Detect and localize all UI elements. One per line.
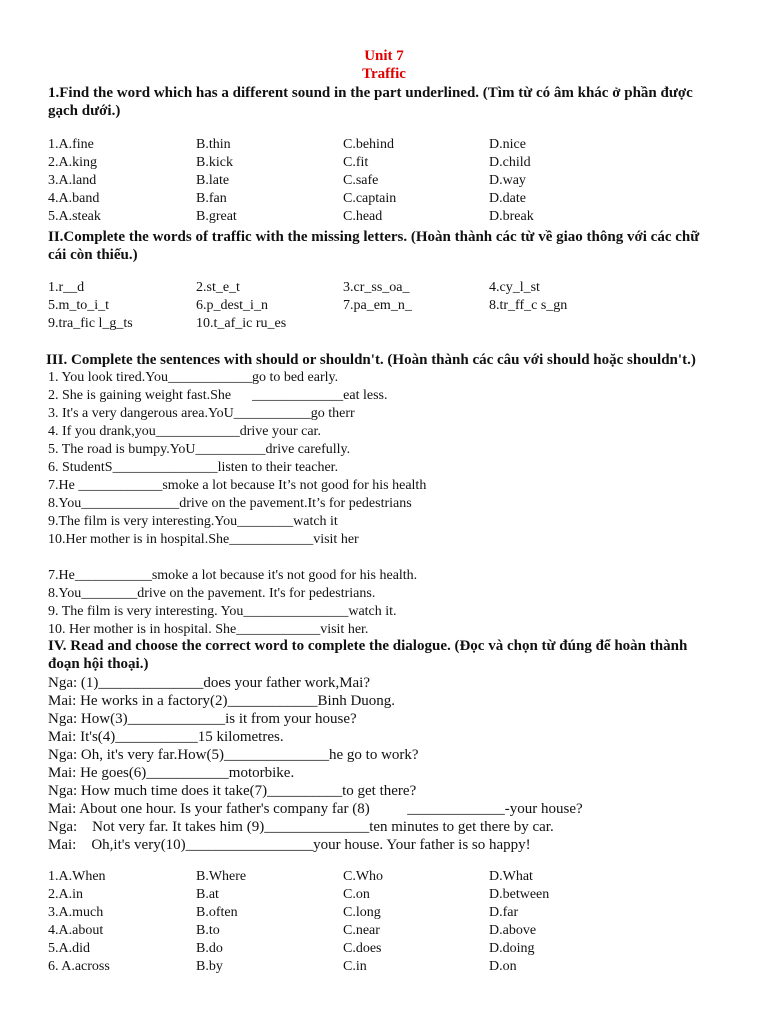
option-cell: C.head: [343, 209, 383, 224]
text-line: 1. You look tired.You____________go to bed early.: [48, 370, 339, 385]
option-cell: B.often: [196, 905, 238, 920]
text-line: Mai: He goes(6)___________motorbike.: [48, 765, 295, 781]
text-line: Mai: He works in a factory(2)____________Binh Duong.: [48, 693, 396, 709]
text-line: 2. She is gaining weight fast.She _____________eat less.: [48, 388, 388, 403]
text-line: Mai: It's(4)___________15 kilometres.: [48, 729, 284, 745]
text-line: Mai: About one hour. Is your father's company far (8) _____________-your house?: [48, 801, 583, 817]
option-cell: 2.A.king: [48, 155, 97, 170]
option-cell: C.fit: [343, 155, 369, 170]
text-line: Nga: How(3)_____________is it from your house?: [48, 711, 357, 727]
text-line: 5. The road is bumpy.YoU__________drive carefully.: [48, 442, 351, 457]
option-cell: B.thin: [196, 137, 231, 152]
option-cell: D.child: [489, 155, 531, 170]
option-cell: C.safe: [343, 173, 379, 188]
option-cell: D.doing: [489, 941, 535, 956]
option-cell: D.nice: [489, 137, 526, 152]
option-cell: 3.A.land: [48, 173, 97, 188]
text-line: 3. It's a very dangerous area.YoU___________go therr: [48, 406, 355, 421]
option-cell: 5.m_to_i_t: [48, 298, 110, 313]
option-cell: 5.A.did: [48, 941, 90, 956]
option-cell: B.great: [196, 209, 237, 224]
text-line: 6. StudentS_______________listen to their teacher.: [48, 460, 339, 475]
text-line: 7.He ____________smoke a lot because It’s not good for his health: [48, 478, 427, 493]
option-cell: C.captain: [343, 191, 397, 206]
section2-heading: II.Complete the words of traffic with the missing letters. (Hoàn thành các từ về giao thông với các chữ cái còn thiếu.): [48, 229, 700, 263]
option-cell: 1.A.fine: [48, 137, 94, 152]
option-cell: B.to: [196, 923, 220, 938]
option-cell: 1.A.When: [48, 869, 106, 884]
section3-heading: III. Complete the sentences with should or shouldn't. (Hoàn thành các câu với should hoặc shouldn't.): [46, 352, 696, 368]
unit-title: Unit 7: [364, 48, 404, 64]
text-line: 9.The film is very interesting.You________watch it: [48, 514, 338, 529]
option-cell: 6.p_dest_i_n: [196, 298, 268, 313]
text-line: 8.You________drive on the pavement. It's for pedestrians.: [48, 586, 376, 601]
option-cell: D.between: [489, 887, 550, 902]
option-cell: C.near: [343, 923, 380, 938]
option-cell: B.kick: [196, 155, 233, 170]
option-cell: D.What: [489, 869, 533, 884]
section4-heading: IV. Read and choose the correct word to complete the dialogue. (Đọc và chọn từ đúng để hoàn thành đoạn hội thoại.): [48, 638, 688, 672]
option-cell: 9.tra_fic l_g_ts: [48, 316, 133, 331]
section1-heading: 1.Find the word which has a different sound in the part underlined. (Tìm từ có âm khác ở phần được gạch dưới.): [48, 85, 693, 119]
text-line: 4. If you drank,you____________drive your car.: [48, 424, 321, 439]
option-cell: B.Where: [196, 869, 247, 884]
option-cell: 4.cy_l_st: [489, 280, 540, 295]
option-cell: B.late: [196, 173, 230, 188]
option-cell: 7.pa_em_n_: [343, 298, 412, 313]
option-cell: 4.A.band: [48, 191, 100, 206]
option-cell: C.does: [343, 941, 382, 956]
option-cell: B.by: [196, 959, 223, 974]
option-cell: C.Who: [343, 869, 384, 884]
option-cell: 3.A.much: [48, 905, 104, 920]
text-line: 7.He___________smoke a lot because it's not good for his health.: [48, 568, 418, 583]
option-cell: 6. A.across: [48, 959, 110, 974]
option-cell: D.on: [489, 959, 517, 974]
option-cell: C.on: [343, 887, 370, 902]
option-cell: 2.A.in: [48, 887, 83, 902]
option-cell: D.above: [489, 923, 537, 938]
text-line: Nga: Not very far. It takes him (9)______________ten minutes to get there by car.: [48, 819, 554, 835]
text-line: 8.You______________drive on the pavement.It’s for pedestrians: [48, 496, 412, 511]
option-cell: C.behind: [343, 137, 394, 152]
option-cell: B.do: [196, 941, 223, 956]
option-cell: B.fan: [196, 191, 227, 206]
unit-subtitle: Traffic: [362, 66, 406, 82]
text-line: Nga: How much time does it take(7)__________to get there?: [48, 783, 417, 799]
option-cell: D.way: [489, 173, 526, 188]
option-cell: D.break: [489, 209, 534, 224]
option-cell: 3.cr_ss_oa_: [343, 280, 410, 295]
option-cell: 1.r__d: [48, 280, 85, 295]
option-cell: C.in: [343, 959, 367, 974]
option-cell: 8.tr_ff_c s_gn: [489, 298, 568, 313]
text-line: Nga: (1)______________does your father work,Mai?: [48, 675, 371, 691]
option-cell: 10.t_af_ic ru_es: [196, 316, 287, 331]
option-cell: 5.A.steak: [48, 209, 101, 224]
option-cell: 2.st_e_t: [196, 280, 240, 295]
text-line: Mai: Oh,it's very(10)_________________your house. Your father is so happy!: [48, 837, 531, 853]
option-cell: 4.A.about: [48, 923, 104, 938]
option-cell: D.far: [489, 905, 519, 920]
option-cell: C.long: [343, 905, 381, 920]
option-cell: D.date: [489, 191, 526, 206]
option-cell: B.at: [196, 887, 219, 902]
text-line: Nga: Oh, it's very far.How(5)______________he go to work?: [48, 747, 419, 763]
text-line: 10.Her mother is in hospital.She____________visit her: [48, 532, 359, 547]
text-line: 10. Her mother is in hospital. She____________visit her.: [48, 622, 369, 637]
text-line: 9. The film is very interesting. You_______________watch it.: [48, 604, 397, 619]
